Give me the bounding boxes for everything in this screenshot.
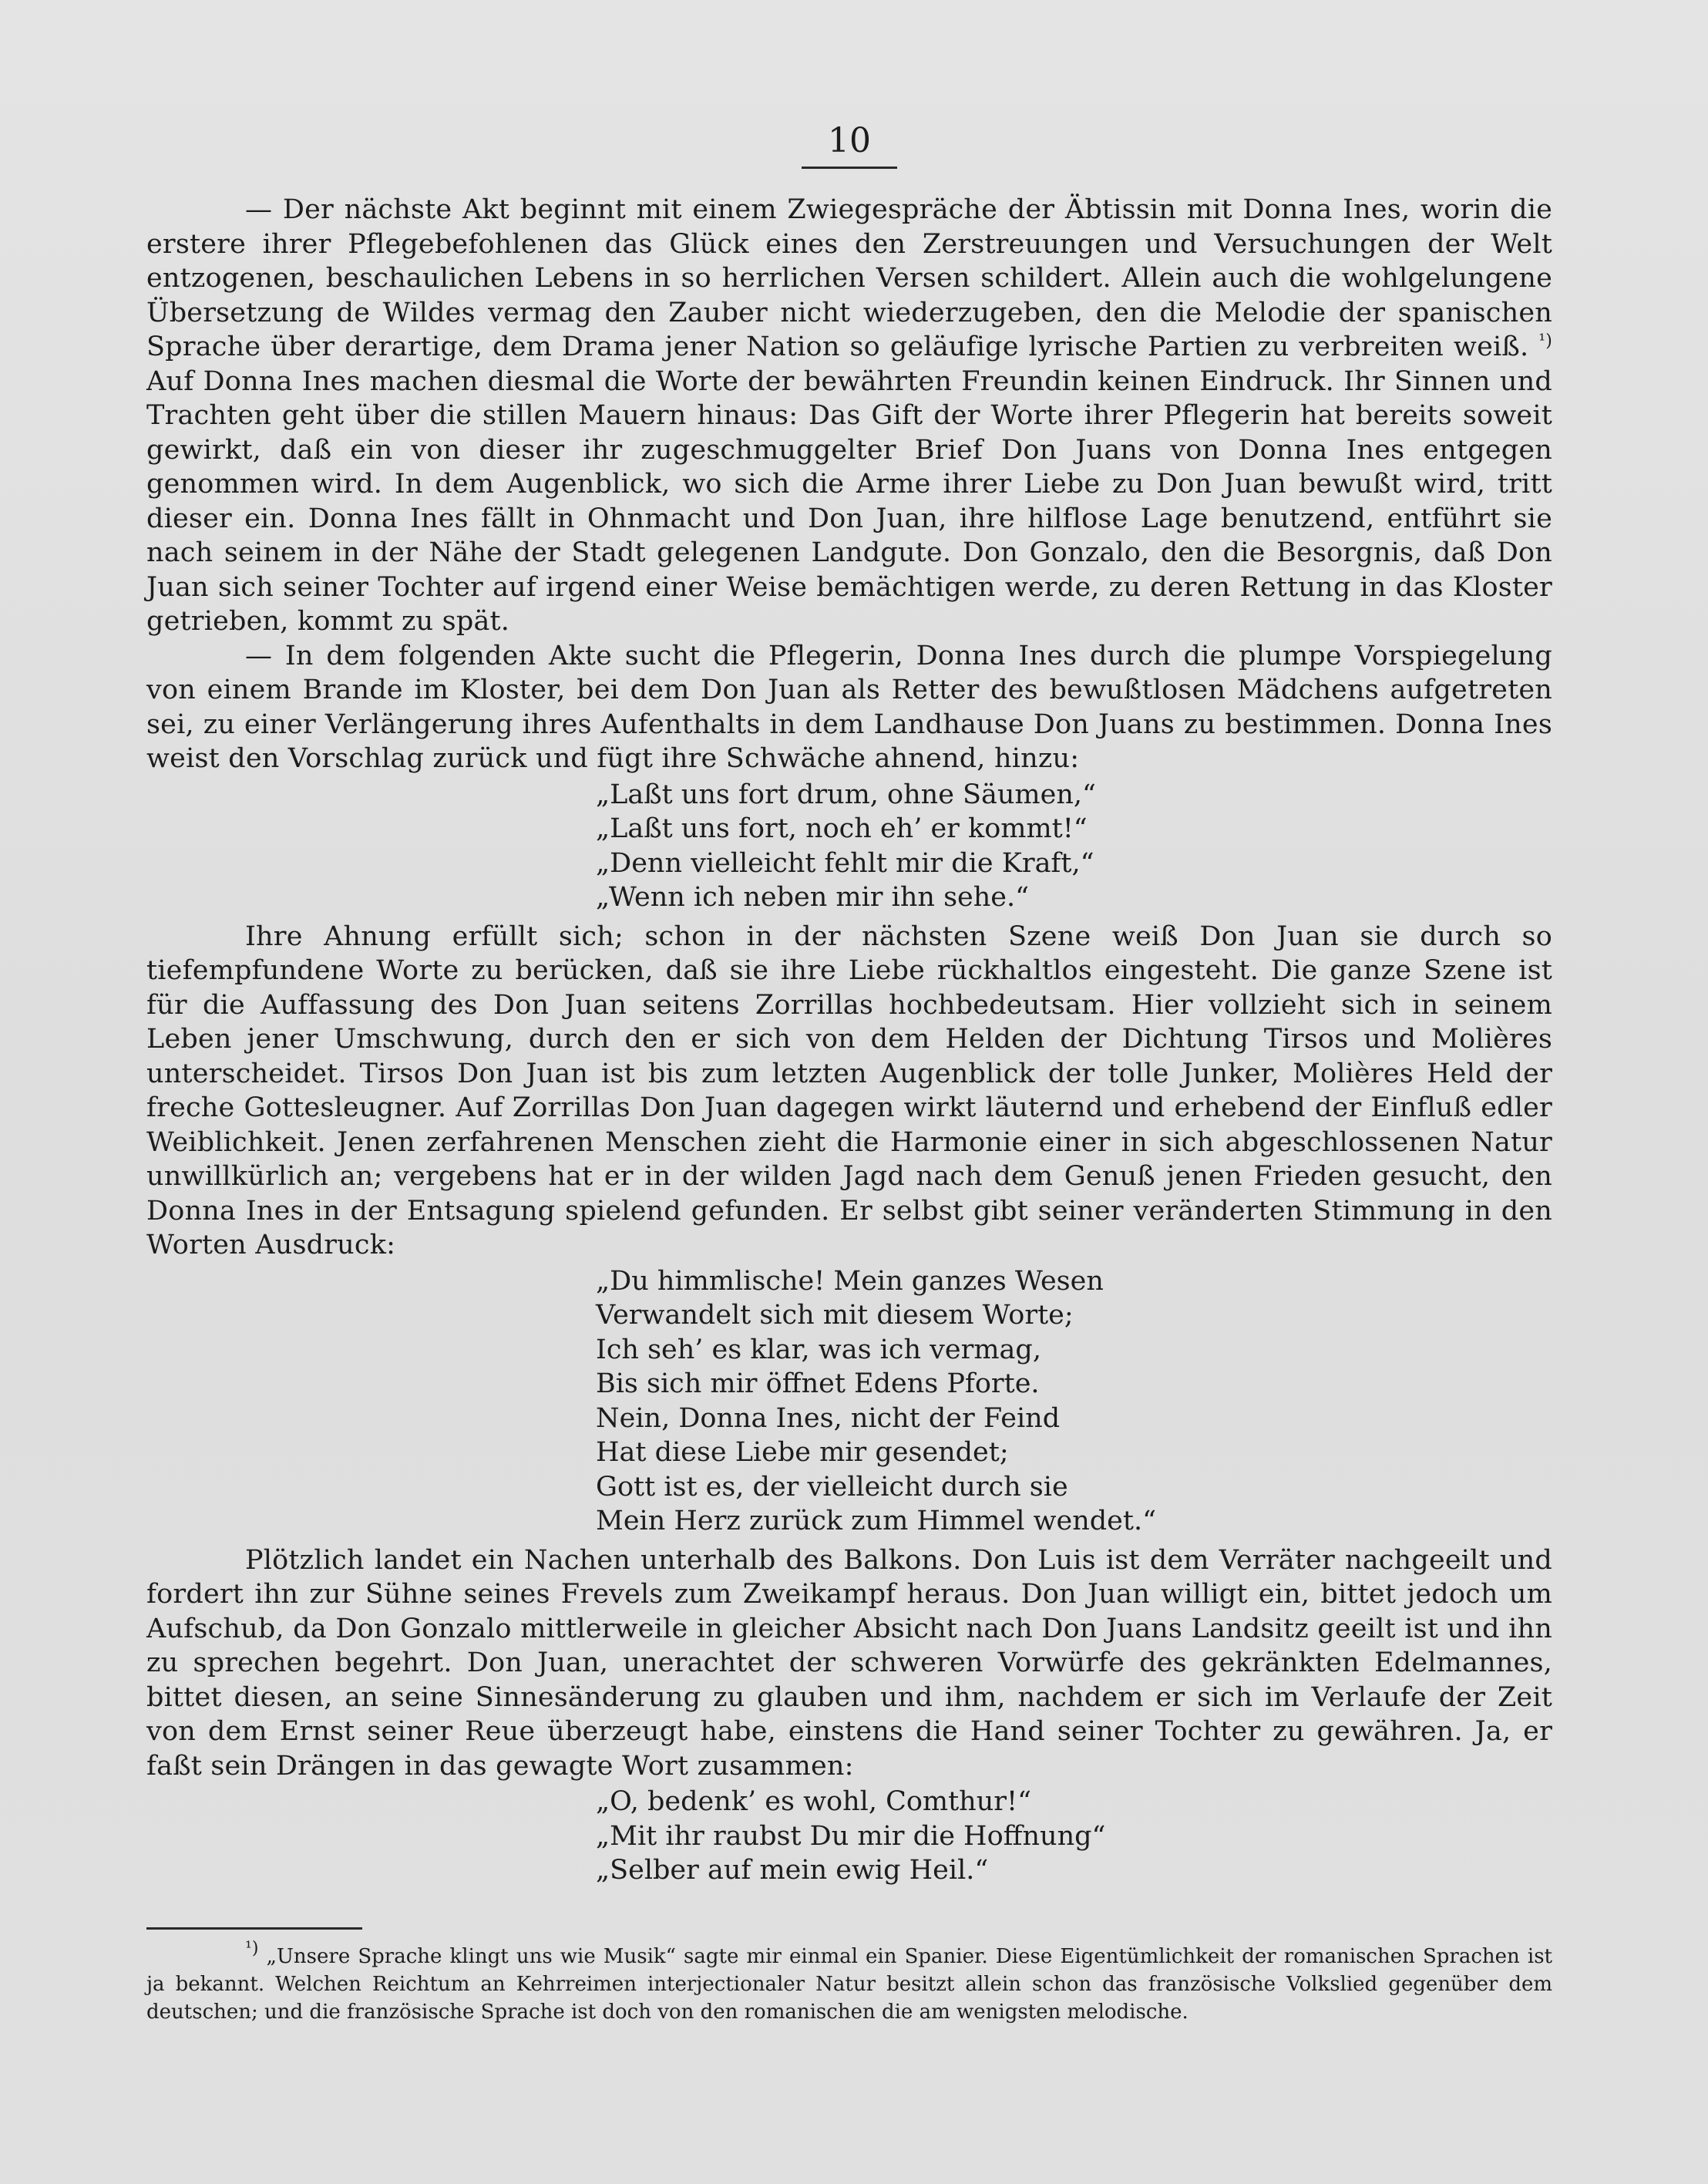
- verse-line: „Selber auf mein ewig Heil.“: [596, 1855, 989, 1886]
- footnote-text: „Unsere Sprache klingt uns wie Musik“ sagte mir einmal ein Spanier. Diese Eigentümlichkeit der romanischen Sprachen ist ja bekannt. Welchen Reichtum an Kehrreimen interjectionaler Natur besitzt allein schon das französische Volkslied gegenüber dem deutschen; und die französische Sprache ist doch von den romanischen die am wenigsten melodische.: [146, 1945, 1553, 2024]
- page-number-rule: [802, 167, 897, 169]
- paragraph-text: Auf Donna Ines machen diesmal die Worte der bewährten Freundin keinen Eindruck. Ihr Sinnen und Trachten geht über die stillen Mauern hinaus: Das Gift der Worte ihrer Pflegerin hat bereits soweit gewirkt, daß ein von dieser ihr zugeschmuggelter Brief Don Juans von Donna Ines entgegen genommen wird. In dem Augenblick, wo sich die Arme ihrer Liebe zu Don Juan bewußt wird, tritt dieser ein. Donna Ines fällt in Ohnmacht und Don Juan, ihre hilflose Lage benutzend, entführt sie nach seinem in der Nähe der Stadt gelegenen Landgute. Don Gonzalo, den die Besorgnis, daß Don Juan sich seiner Tochter auf irgend einer Weise bemächtigen werde, zu deren Rettung in das Kloster getrieben, kommt zu spät.: [146, 365, 1552, 637]
- verse-line: „Mit ihr raubst Du mir die Hoffnung“: [596, 1820, 1106, 1852]
- paragraph: Ihre Ahnung erfüllt sich; schon in der nächsten Szene weiß Don Juan sie durch so tiefempfundene Worte zu berücken, daß sie ihre Liebe rückhaltlos eingesteht. Die ganze Szene ist für die Auffassung des Don Juan seitens Zorrillas hochbedeutsam. Hier vollzieht sich in seinem Leben jener Umschwung, durch den er sich von dem Helden der Dichtung Tirsos und Molières unterscheidet. Tirsos Don Juan ist bis zum letzten Augenblick der tolle Junker, Molières Held der freche Gottesleugner. Auf Zorrillas Don Juan dagegen wirkt läuternd und erhebend der Einfluß edler Weiblichkeit. Jenen zerfahrenen Menschen zieht die Harmonie einer in sich abgeschlossenen Natur unwillkürlich an; vergebens hat er in der wilden Jagd nach dem Genuß jenen Frieden gesucht, den Donna Ines in der Entsagung spielend gefunden. Er selbst gibt seiner veränderten Stimmung in den Worten Ausdruck:: [146, 920, 1552, 1260]
- paragraph: Plötzlich landet ein Nachen unterhalb des Balkons. Don Luis ist dem Verräter nachgeeilt und fordert ihn zur Sühne seines Frevels zum Zweikampf heraus. Don Juan willigt ein, bittet jedoch um Aufschub, da Don Gonzalo mittlerweile in gleicher Absicht nach Don Juans Landsitz geeilt ist und ihn zu sprechen begehrt. Don Juan, unerachtet der schweren Vorwürfe des gekränkten Edelmannes, bittet diesen, an seine Sinnesänderung zu glauben und ihm, nachdem er sich im Verlaufe der Zeit von dem Ernst seiner Reue überzeugt habe, einstens die Hand seiner Tochter zu gewähren. Ja, er faßt sein Drängen in das gewagte Wort zusammen:: [146, 1544, 1552, 1782]
- verse-line: Bis sich mir öffnet Edens Pforte.: [596, 1368, 1040, 1399]
- verse-line: Nein, Donna Ines, nicht der Feind: [596, 1402, 1061, 1434]
- verse-line: „Denn vielleicht fehlt mir die Kraft,“: [596, 847, 1094, 879]
- verse-quote: [596, 778, 1552, 915]
- verse-line: „O, bedenk’ es wohl, Comthur!“: [596, 1786, 1031, 1817]
- verse-line: Ich seh’ es klar, was ich vermag,: [596, 1334, 1041, 1365]
- verse-line: Verwandelt sich mit diesem Worte;: [596, 1300, 1074, 1331]
- paragraph-text: — Der nächste Akt beginnt mit einem Zwiegespräche der Äbtissin mit Donna Ines, worin die erstere ihrer Pflegebefohlenen das Glück eines den Zerstreuungen und Versuchungen der Welt entzogenen, beschaulichen Lebens in so herrlichen Versen schildert. Allein auch die wohlgelungene Übersetzung de Wildes vermag den Zauber nicht wiederzugeben, den die Melodie der spanischen Sprache über derartige, dem Drama jener Nation so geläufige lyrische Partien zu verbreiten weiß.: [146, 194, 1552, 362]
- verse-quote: [596, 1264, 1552, 1539]
- footnote: [146, 1939, 1553, 2026]
- verse-line: „Wenn ich neben mir ihn sehe.“: [596, 882, 1030, 913]
- verse-line: „Laßt uns fort drum, ohne Säumen,“: [596, 779, 1096, 810]
- paragraph: [146, 193, 1552, 639]
- footnote-rule: [146, 1927, 362, 1930]
- paragraph: — In dem folgenden Akte sucht die Pflegerin, Donna Ines durch die plumpe Vorspiegelung von einem Brande im Kloster, bei dem Don Juan als Retter des bewußtlosen Mädchens aufgetreten sei, zu einer Verlängerung ihres Aufenthalts in dem Landhause Don Juans zu bestimmen. Donna Ines weist den Vorschlag zurück und fügt ihre Schwäche ahnend, hinzu:: [146, 640, 1552, 774]
- verse-line: Gott ist es, der vielleicht durch sie: [596, 1471, 1068, 1503]
- page-number: 10: [828, 121, 871, 160]
- verse-line: Mein Herz zurück zum Himmel wendet.“: [596, 1506, 1156, 1536]
- body-text: [146, 193, 1552, 1893]
- verse-line: Hat diese Liebe mir gesendet;: [596, 1437, 1009, 1468]
- footnote-reference: ¹): [1538, 331, 1553, 351]
- verse-line: „Du himmlische! Mein ganzes Wesen: [596, 1265, 1104, 1297]
- verse-line: „Laßt uns fort, noch eh’ er kommt!“: [596, 813, 1088, 844]
- verse-quote: [596, 1785, 1552, 1888]
- footnote-marker: ¹): [245, 1939, 259, 1958]
